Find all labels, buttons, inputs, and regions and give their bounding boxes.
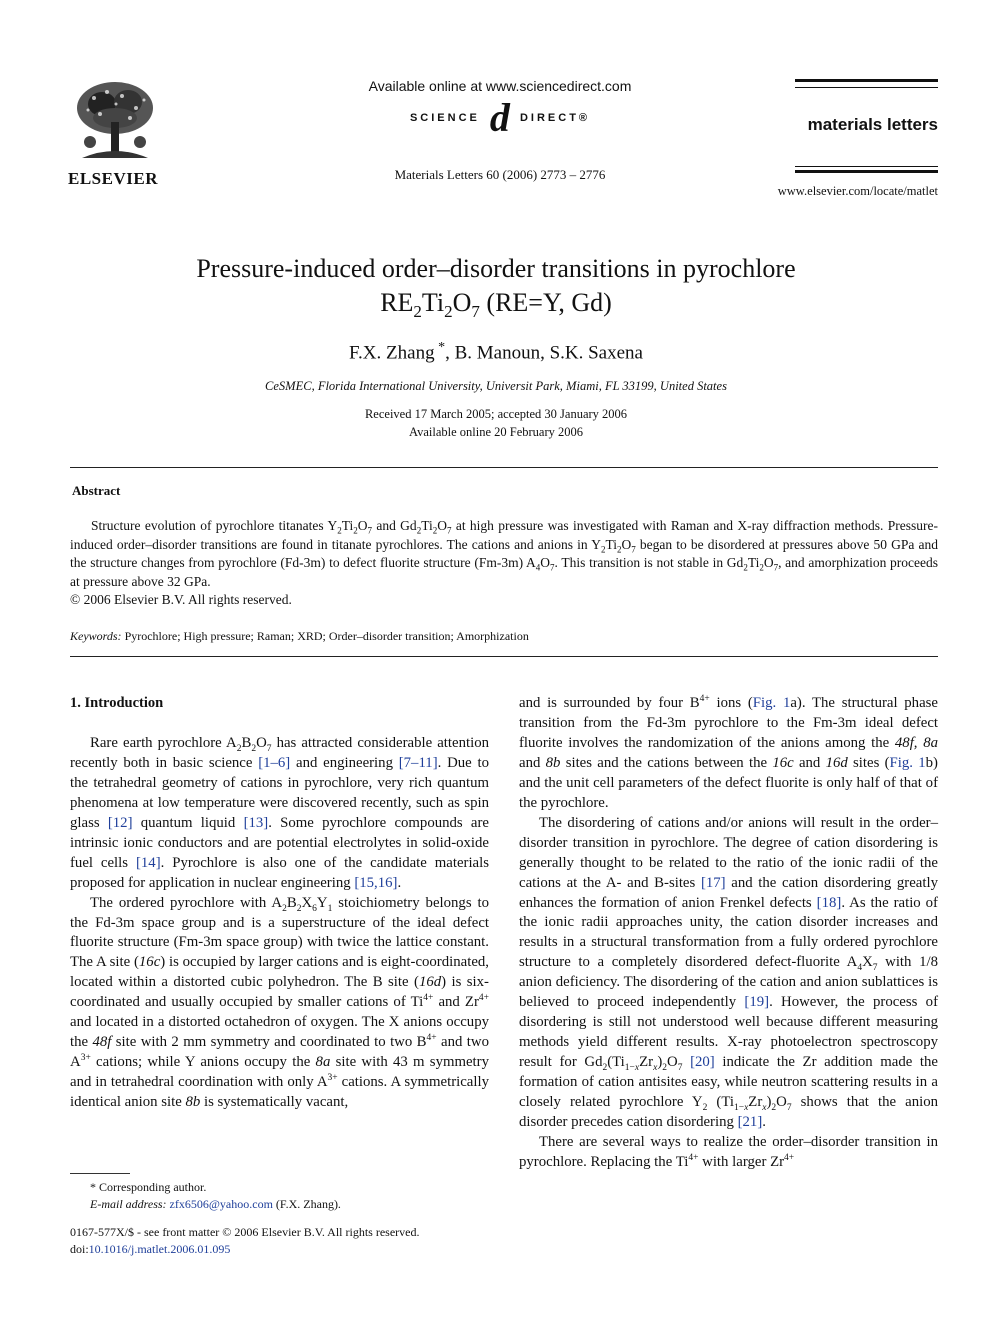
right-column: [519, 694, 938, 1173]
email-note: E-mail address: zfx6506@yahoo.com (F.X. Zhang).: [90, 1197, 341, 1211]
corresponding-mark[interactable]: *: [434, 340, 446, 355]
doi-link[interactable]: 10.1016/j.matlet.2006.01.095: [88, 1242, 231, 1256]
journal-rule-top2: [795, 87, 938, 88]
keywords: Keywords: Pyrochlore; High pressure; Raman; XRD; Order–disorder transition; Amorphization: [70, 629, 529, 643]
journal-rule-bottom2: [795, 166, 938, 167]
title-line-1: Pressure-induced order–disorder transitions in pyrochlore: [196, 254, 796, 283]
abstract-bottom-rule: [70, 656, 938, 657]
journal-rule-bottom: [795, 170, 938, 173]
issn-line: 0167-577X/$ - see front matter © 2006 Elsevier B.V. All rights reserved.: [70, 1225, 420, 1239]
paragraph: There are several ways to realize the order–disorder transition in pyrochlore. Replacing the $Ti^{4+}$ with larger $Zr^{4+}$: [519, 1133, 938, 1170]
left-column: [70, 694, 489, 1113]
email-link[interactable]: zfx6506@yahoo.com: [169, 1197, 273, 1211]
abstract-body: [70, 517, 938, 610]
journal-name: materials letters: [807, 115, 938, 134]
elsevier-tree-icon: [72, 78, 158, 164]
footnote-rule: [70, 1173, 130, 1174]
article-dates: [96, 405, 896, 441]
paragraph: Rare earth pyrochlore $A_2B_2O_7$ has attracted considerable attention recently both in basic science [1–6] and engineering [7–11]. Due to the tetrahedral geometry of cations in pyrochlore, very rich quantum phenomena at low temperature were discovered recently, such as spin glass [12] quantum liquid [13]. Some pyrochlore compounds are intrinsic ionic conductors and are potential electrolytes in solid-oxide fuel cells [14]. Pyrochlore is also one of the candidate materials proposed for application in nuclear engineering [15,16].: [70, 734, 490, 891]
abstract-top-rule: [70, 467, 938, 468]
title-line-2: $RE_2Ti_2O_7$ (RE=Y, Gd): [380, 288, 612, 322]
paragraph: The ordered pyrochlore with $A_2B_2X_6Y_1$ stoichiometry belongs to the Fd-3m space group and is a superstructure of the ideal defect fluorite structure (Fm-3m space group) with twice the lattice constant. The A site (16c) is occupied by larger cations and is eight-coordinated, located within a distorted cubic polyhedron. The B site (16d) is six-coordinated and usually occupied by smaller cations of $Ti^{4+}$ and $Zr^{4+}$ and located in a distorted octahedron of oxygen. The X anions occupy the 48f site with 2 mm symmetry and coordinated to two $B^{4+}$ and two $A^{3+}$ cations; while Y anions occupy the 8a site with 43 m symmetry and in tetrahedral coordination with only $A^{3+}$ cations. A symmetrically identical anion site 8b is systematically vacant,: [70, 894, 489, 1111]
affiliation: CeSMEC, Florida International University, Universit Park, Miami, FL 33199, United States: [265, 379, 727, 393]
journal-url[interactable]: www.elsevier.com/locate/matlet: [777, 184, 938, 198]
available-date: Available online 20 February 2006: [408, 425, 584, 439]
corresponding-note: * Corresponding author.: [90, 1180, 207, 1194]
journal-rule-top: [795, 79, 938, 82]
bottom-matter: [70, 1224, 490, 1258]
sciencedirect-logo: [300, 95, 700, 140]
abstract-heading: Abstract: [72, 483, 121, 498]
abstract-text: Structure evolution of pyrochlore titanates $Y_2Ti_2O_7$ and $Gd_2Ti_2O_7$ at high pressure was investigated with Raman and X-ray diffraction methods. Pressure-induced order–disorder transitions are found in titanate pyrochlores. The cations and anions in $Y_2Ti_2O_7$ began to be disordered at pressures above 50 GPa and the structure changes from pyrochlore (Fd-3m) to defect fluorite structure (Fm-3m) $A_4O_7$. This transition is not stable in $Gd_2Ti_2O_7$, and amorphization proceeds at pressure above 32 GPa.: [70, 518, 939, 589]
section-heading: 1. Introduction: [70, 695, 164, 711]
publisher-name: ELSEVIER: [68, 169, 158, 188]
article-title: [96, 252, 896, 329]
doi-line: doi:10.1016/j.matlet.2006.01.095: [70, 1242, 231, 1256]
elsevier-logo: [68, 78, 164, 189]
copyright: © 2006 Elsevier B.V. All rights reserved.: [70, 592, 292, 607]
footnote: [70, 1179, 490, 1213]
received-date: Received 17 March 2005; accepted 30 January 2006: [364, 407, 628, 421]
sd-at-icon: d: [489, 95, 510, 140]
paragraph: and is surrounded by four $B^{4+}$ ions (Fig. 1a). The structural phase transition from the Fd-3m pyrochlore to the Fm-3m ideal defect fluorite involves the randomization of the anions among the 48f, 8a and 8b sites and the cations between the 16c and 16d sites (Fig. 1b) and the unit cell parameters of the defect fluorite is only half of that of the pyrochlore.: [519, 694, 938, 811]
journal-reference: Materials Letters 60 (2006) 2773 – 2776: [394, 167, 606, 182]
sd-right: DIRECT®: [519, 111, 591, 124]
sd-left: SCIENCE: [409, 111, 480, 124]
authors: F.X. Zhang *, B. Manoun, S.K. Saxena: [349, 340, 643, 364]
available-online-banner[interactable]: Available online at www.sciencedirect.com: [368, 78, 632, 94]
paragraph: The disordering of cations and/or anions will result in the order–disorder transition in pyrochlore. The degree of cation disordering is generally thought to be related to the ratio of the ionic radii of the cations at the A- and B-sites [17] and the cation disordering greatly enhances the formation of anion Frenkel defects [18]. As the ratio of the ionic radii approaches unity, the cation disorder increases and results in a structural transformation from a fully ordered pyrochlore structure to a completely disordered defect-fluorite $A_4X_7$ with 1/8 anion deficiency. The disordering of the cation and anion sublattices is believed to proceed independently [19]. However, the process of disordering is still not understood well because different measuring methods yield different results. X-ray photoelectron spectroscopy result for $Gd_2(Ti_{1-x}Zr_x)_2O_7$ [20] indicate the Zr addition made the formation of cation antisites easy, while neutron scattering results in a closely related pyrochlore $Y_2$ $(Ti_{1-x}Zr_x)_2O_7$ shows that the anion disorder precedes cation disordering [21].: [519, 814, 939, 1131]
